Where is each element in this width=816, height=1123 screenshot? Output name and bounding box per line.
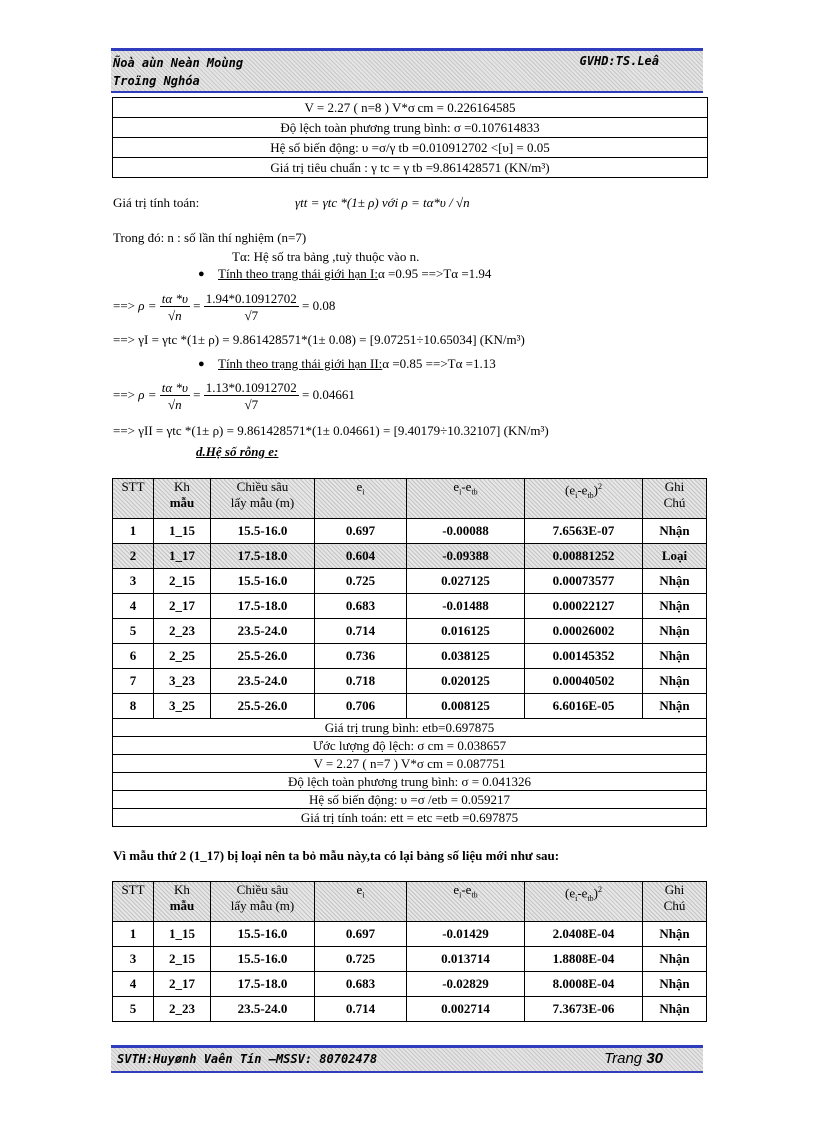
table-cell: 23.5-24.0 — [211, 669, 315, 694]
rho2-den: √7 — [244, 396, 259, 412]
table-cell: 2_15 — [154, 569, 211, 594]
stat-row: Giá trị tính toán: ett = etc =etb =0.697875 — [113, 809, 707, 827]
page-header — [111, 48, 703, 93]
table-cell: Nhận — [643, 694, 707, 719]
table-cell: Nhận — [643, 644, 707, 669]
table-cell: 1 — [113, 519, 154, 544]
bullet-icon: ● — [198, 268, 205, 280]
table-cell: 7.6563E-07 — [525, 519, 643, 544]
table-cell: 0.683 — [315, 972, 407, 997]
table-cell: 0.00040502 — [525, 669, 643, 694]
calc-formula: γtt = γtc *(1± ρ) với ρ = tα*υ / √n — [295, 195, 470, 210]
table-row — [113, 669, 707, 694]
footer-page — [604, 1050, 663, 1067]
summary-row: Độ lệch toàn phương trung bình: σ =0.107614833 — [113, 118, 708, 138]
table-cell: 3_25 — [154, 694, 211, 719]
state1-line — [218, 266, 491, 282]
table-row — [113, 619, 707, 644]
table-cell: Nhận — [643, 669, 707, 694]
void-ratio-table — [112, 478, 707, 827]
table-cell: 1 — [113, 922, 154, 947]
table-cell: 0.00022127 — [525, 594, 643, 619]
col-kh: Kh mẫu — [154, 479, 211, 519]
table-cell: Nhận — [643, 997, 707, 1022]
table-row — [113, 644, 707, 669]
table-cell: 0.00881252 — [525, 544, 643, 569]
arrow: ==> — [113, 298, 135, 313]
table-cell: 2 — [113, 544, 154, 569]
stat-row: Độ lệch toàn phương trung bình: σ = 0.041326 — [113, 773, 707, 791]
col-sq: $(e_i-e_{tb})^2$ — [525, 882, 643, 922]
table-row — [113, 922, 707, 947]
table-cell: 0.027125 — [407, 569, 525, 594]
top-summary-table — [112, 97, 708, 178]
header-left — [113, 54, 243, 90]
state1-value: α =0.95 ==>Tα =1.94 — [377, 266, 492, 281]
table-cell: 2_25 — [154, 644, 211, 669]
table-cell: 2_17 — [154, 594, 211, 619]
state1-title: Tính theo trạng thái giới hạn I: — [218, 266, 378, 281]
table-cell: 25.5-26.0 — [211, 644, 315, 669]
table-row — [113, 569, 707, 594]
table-cell: Nhận — [643, 619, 707, 644]
rho1-num: 1.94*0.10912702 — [205, 290, 297, 306]
rho1-line: ==> ρ = $\frac{t\alpha *\upsilon}{√n}$ = $\frac{1.94*0.10912702}{√7}$ = 0.08 — [113, 290, 336, 323]
bullet-icon: ● — [198, 358, 205, 370]
table-cell: 2_15 — [154, 947, 211, 972]
table-cell: Nhận — [643, 972, 707, 997]
table-cell: 8.0008E-04 — [525, 972, 643, 997]
table-cell: 1_15 — [154, 519, 211, 544]
footer-student: SVTH:Huyønh Vaên Tín –MSSV: 80702478 — [117, 1052, 378, 1066]
table-cell: 0.013714 — [407, 947, 525, 972]
table-cell: 7.3673E-06 — [525, 997, 643, 1022]
header-advisor: GVHD:TS.Leâ — [579, 54, 659, 68]
gamma1-line: ==> γI = γtc *(1± ρ) = 9.861428571*(1± 0.08) = [9.07251÷10.65034] (KN/m³) — [113, 332, 525, 347]
table-cell: 0.697 — [315, 922, 407, 947]
table-cell: 8 — [113, 694, 154, 719]
table-row — [113, 694, 707, 719]
table-cell: 0.008125 — [407, 694, 525, 719]
table-row — [113, 972, 707, 997]
table-cell: 6.6016E-05 — [525, 694, 643, 719]
col-stt: STT — [113, 479, 154, 519]
stat-row: V = 2.27 ( n=7 ) V*σ cm = 0.087751 — [113, 755, 707, 773]
table-cell: 15.5-16.0 — [211, 947, 315, 972]
col-ei-etb: $e_i-e_{tb}$ — [407, 479, 525, 519]
table-cell: 1_15 — [154, 922, 211, 947]
table-cell: 15.5-16.0 — [211, 922, 315, 947]
col-stt: STT — [113, 882, 154, 922]
page-number: 30 — [646, 1050, 663, 1067]
stat-row: Ước lượng độ lệch: σ cm = 0.038657 — [113, 737, 707, 755]
table-cell: 0.020125 — [407, 669, 525, 694]
table-cell: Nhận — [643, 519, 707, 544]
table-cell: 0.725 — [315, 569, 407, 594]
table-cell: 2_23 — [154, 997, 211, 1022]
state2-title: Tính theo trạng thái giới hạn II: — [218, 356, 383, 371]
table-cell: 4 — [113, 594, 154, 619]
table-cell: -0.01429 — [407, 922, 525, 947]
table-cell: 2_23 — [154, 619, 211, 644]
note-text: Vì mẫu thứ 2 (1_17) bị loại nên ta bỏ mẫu này,ta có lại bảng số liệu mới như sau: — [113, 848, 560, 863]
calc-label: Giá trị tính toán: — [113, 195, 200, 210]
stat-row: Giá trị trung bình: etb=0.697875 — [113, 719, 707, 737]
col-ei-etb: $e_i-e_{tb}$ — [407, 882, 525, 922]
state2-line — [218, 356, 496, 372]
table-cell: 0.002714 — [407, 997, 525, 1022]
col-ei: $e_i$ — [315, 479, 407, 519]
void-ratio-table-revised — [112, 881, 707, 1022]
table-cell: 0.697 — [315, 519, 407, 544]
table-cell: 17.5-18.0 — [211, 972, 315, 997]
rho2-result: = 0.04661 — [302, 387, 355, 402]
rho2-general: $\frac{t\alpha *\upsilon}{√n}$ — [161, 379, 188, 412]
talpha-text: Tα: Hệ số tra bảng ,tuỳ thuộc vào n. — [232, 249, 420, 264]
col-note: Ghi Chú — [643, 882, 707, 922]
rho2-fraction — [204, 380, 299, 413]
col-depth: Chiều sâu lấy mẫu (m) — [211, 479, 315, 519]
table-cell: -0.09388 — [407, 544, 525, 569]
rho2-num: 1.13*0.10912702 — [205, 379, 297, 395]
table-cell: Nhận — [643, 569, 707, 594]
table-row — [113, 594, 707, 619]
table-cell: 3 — [113, 569, 154, 594]
table-cell: 7 — [113, 669, 154, 694]
table-cell: 0.714 — [315, 619, 407, 644]
table-cell: Nhận — [643, 922, 707, 947]
table-cell: 0.683 — [315, 594, 407, 619]
table-cell: 0.706 — [315, 694, 407, 719]
table-cell: 4 — [113, 972, 154, 997]
col-sq: $(e_i-e_{tb})^2$ — [525, 479, 643, 519]
table-cell: 1_17 — [154, 544, 211, 569]
table-cell: 0.714 — [315, 997, 407, 1022]
rho1-general: $\frac{t\alpha *\upsilon}{√n}$ — [161, 290, 188, 323]
summary-row: V = 2.27 ( n=8 ) V*σ cm = 0.226164585 — [113, 98, 708, 118]
summary-row: Hệ số biến động: υ =σ/γ tb =0.010912702 <[υ] = 0.05 — [113, 138, 708, 158]
rho2-line: ==> ρ = $\frac{t\alpha *\upsilon}{√n}$ = $\frac{1.13*0.10912702}{√7}$ = 0.04661 — [113, 379, 355, 412]
table-cell: 1.8808E-04 — [525, 947, 643, 972]
table-cell: 2.0408E-04 — [525, 922, 643, 947]
state2-value: α =0.85 ==>Tα =1.13 — [382, 356, 496, 371]
table-cell: 25.5-26.0 — [211, 694, 315, 719]
gamma2-line: ==> γII = γtc *(1± ρ) = 9.861428571*(1± 0.04661) = [9.40179÷10.32107] (KN/m³) — [113, 423, 549, 438]
table-cell: 23.5-24.0 — [211, 619, 315, 644]
table-cell: 17.5-18.0 — [211, 594, 315, 619]
header-project: Ñoà aùn Neàn Moùng — [113, 56, 244, 70]
col-note: Ghi Chú — [643, 479, 707, 519]
header-author: Troïng Nghóa — [113, 74, 200, 88]
where-text: Trong đó: n : số lần thí nghiệm (n=7) — [113, 230, 307, 245]
table-cell: 6 — [113, 644, 154, 669]
rho1-result: = 0.08 — [302, 298, 336, 313]
table-cell: 2_17 — [154, 972, 211, 997]
page-footer — [111, 1045, 703, 1073]
table-cell: 15.5-16.0 — [211, 519, 315, 544]
table-row — [113, 544, 707, 569]
col-kh: Kh mẫu — [154, 882, 211, 922]
table-row — [113, 519, 707, 544]
table-row — [113, 997, 707, 1022]
arrow: ==> — [113, 387, 135, 402]
col-depth: Chiều sâu lấy mẫu (m) — [211, 882, 315, 922]
rho1-fraction — [204, 291, 299, 324]
table-cell: -0.02829 — [407, 972, 525, 997]
table-cell: 5 — [113, 619, 154, 644]
table-cell: 3_23 — [154, 669, 211, 694]
table-cell: 23.5-24.0 — [211, 997, 315, 1022]
table-cell: Nhận — [643, 947, 707, 972]
table-cell: Nhận — [643, 594, 707, 619]
table-cell: Loại — [643, 544, 707, 569]
col-ei: $e_i$ — [315, 882, 407, 922]
stat-row: Hệ số biến động: υ =σ /etb = 0.059217 — [113, 791, 707, 809]
table-cell: -0.00088 — [407, 519, 525, 544]
table-cell: 17.5-18.0 — [211, 544, 315, 569]
table-cell: 0.00073577 — [525, 569, 643, 594]
table-cell: 0.00145352 — [525, 644, 643, 669]
table-row — [113, 947, 707, 972]
table-cell: 0.718 — [315, 669, 407, 694]
section-title: d.Hệ số rỗng e: — [196, 444, 279, 459]
table-cell: 0.038125 — [407, 644, 525, 669]
table-cell: 3 — [113, 947, 154, 972]
table-cell: 5 — [113, 997, 154, 1022]
page-label: Trang — [604, 1050, 643, 1067]
table-cell: 0.016125 — [407, 619, 525, 644]
table-cell: 0.00026002 — [525, 619, 643, 644]
table-cell: -0.01488 — [407, 594, 525, 619]
table-cell: 0.604 — [315, 544, 407, 569]
rho1-den: √7 — [244, 307, 259, 323]
table-cell: 0.736 — [315, 644, 407, 669]
table-cell: 0.725 — [315, 947, 407, 972]
summary-row: Giá trị tiêu chuẩn : γ tc = γ tb =9.861428571 (KN/m³) — [113, 158, 708, 178]
table-cell: 15.5-16.0 — [211, 569, 315, 594]
